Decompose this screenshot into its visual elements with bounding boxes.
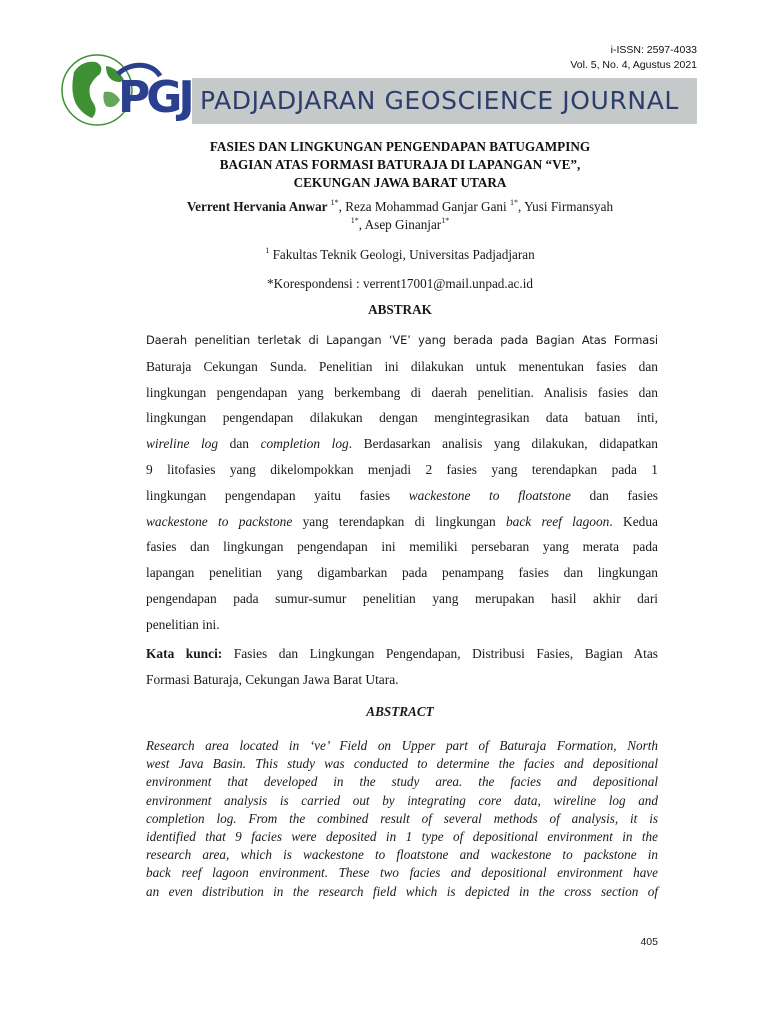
abstract-line: environment that developed in the study area. the facies and depositional [146, 774, 658, 790]
logo-text: PGJ [118, 72, 191, 123]
abstrak-line: penelitian ini. [146, 616, 220, 632]
abstrak-line: lapangan penelitian yang digambarkan pada penampang fasies dan lingkungan [146, 565, 658, 581]
abstrak-text: . Berdasarkan analisis yang dilakukan, didapatkan [348, 436, 658, 452]
abstract-line: research area, which is wackestone to floatstone and wackestone to packstone in [146, 847, 658, 863]
globe-logo-icon [60, 52, 210, 128]
correspondence: *Korespondensi : verrent17001@mail.unpad.ac.id [267, 276, 533, 291]
term-italic: back reef lagoon [505, 513, 610, 529]
title-line: FASIES DAN LINGKUNGAN PENGENDAPAN BATUGAMPING [209, 139, 591, 154]
abstrak-line: pengendapan pada sumur-sumur penelitian yang merupakan hasil akhir dari [146, 590, 658, 606]
affiliation [120, 246, 680, 264]
abstrak-line: fasies dan lingkungan pengendapan ini memiliki persebaran yang merata pada [146, 539, 658, 555]
abstrak-line: Daerah penelitian terletak di Lapangan ‘VE’ yang berada pada Bagian Atas Formasi [146, 333, 658, 347]
abstract-line: Research area located in ‘ve’ Field on Upper part of Baturaja Formation, North [146, 738, 658, 753]
keywords-line [146, 641, 658, 667]
abstract-body [146, 737, 658, 901]
title-line: CEKUNGAN JAWA BARAT UTARA [293, 175, 507, 190]
article-title [100, 138, 700, 192]
author-sup: 1* [441, 216, 450, 225]
abstrak-text: dan fasies [570, 487, 658, 503]
journal-logo [60, 52, 210, 128]
issn-block [447, 43, 697, 73]
author-sup: 1* [330, 198, 339, 207]
abstrak-line [146, 483, 658, 509]
keywords-line: Formasi Baturaja, Cekungan Jawa Barat Utara. [146, 671, 399, 687]
keywords-label: Kata kunci: [146, 646, 223, 661]
term-italic: wireline log [146, 436, 219, 452]
term-italic: wackestone to packstone [146, 513, 293, 529]
author-name: , Asep Ginanjar [358, 217, 442, 232]
author-sup: 1* [350, 216, 359, 225]
journal-name: PADJADJARAN GEOSCIENCE JOURNAL [200, 86, 679, 115]
abstrak-line: 9 litofasies yang dikelompokkan menjadi 2 fasies yang terendapkan pada 1 [146, 461, 658, 477]
keywords-text: Fasies dan Lingkungan Pengendapan, Distribusi Fasies, Bagian Atas [222, 646, 658, 661]
author-list [120, 198, 680, 234]
abstrak-heading: ABSTRAK [368, 302, 432, 317]
abstract-line: an even distribution in the research field which is depicted in the cross section of [146, 883, 658, 899]
title-line: BAGIAN ATAS FORMASI BATURAJA DI LAPANGAN “VE”, [219, 157, 581, 172]
keywords [146, 641, 658, 693]
abstrak-line: lingkungan pengendapan dilakukan dengan mengintegrasikan data batuan inti, [146, 410, 658, 426]
abstract-line: completion log. From the combined result of several methods of analysis, it is [146, 810, 658, 826]
affiliation-sup: 1 [265, 246, 270, 255]
author-name: Verrent Hervania Anwar [186, 199, 331, 214]
abstrak-line: Baturaja Cekungan Sunda. Penelitian ini dilakukan untuk menentukan fasies dan [146, 358, 658, 374]
abstract-line: back reef lagoon environment. These two facies and depositional environment have [146, 865, 658, 881]
author-name: , Yusi Firmansyah [517, 199, 614, 214]
abstrak-body [146, 328, 658, 638]
author-sup: 1* [509, 198, 518, 207]
abstract-heading: ABSTRACT [366, 704, 434, 719]
abstrak-line [146, 431, 658, 457]
issn-text: i-ISSN: 2597-4033 [610, 44, 697, 56]
author-name: , Reza Mohammad Ganjar Gani [338, 199, 510, 214]
abstrak-line [146, 509, 658, 535]
abstract-line: environment analysis is carried out by integrating core data, wireline log and [146, 792, 658, 808]
abstract-line: west Java Basin. This study was conducted to determine the facies and depositional [146, 756, 658, 772]
volume-text: Vol. 5, No. 4, Agustus 2021 [570, 59, 697, 71]
term-italic: wackestone to floatstone [408, 487, 571, 503]
abstrak-text: yang terendapkan di lingkungan [292, 513, 506, 529]
abstrak-text: lingkungan pengendapan yaitu fasies [146, 487, 409, 503]
term-italic: completion log [260, 436, 349, 452]
affiliation-text: Fakultas Teknik Geologi, Universitas Padjadjaran [269, 247, 535, 262]
abstrak-text: . Kedua [609, 513, 658, 529]
page-number: 405 [640, 936, 658, 948]
abstrak-line: lingkungan pengendapan yang berkembang di daerah penelitian. Analisis fasies dan [146, 384, 658, 400]
abstrak-text: dan [218, 436, 261, 452]
abstract-line: identified that 9 facies were deposited in 1 type of depositional environment in the [146, 829, 658, 845]
